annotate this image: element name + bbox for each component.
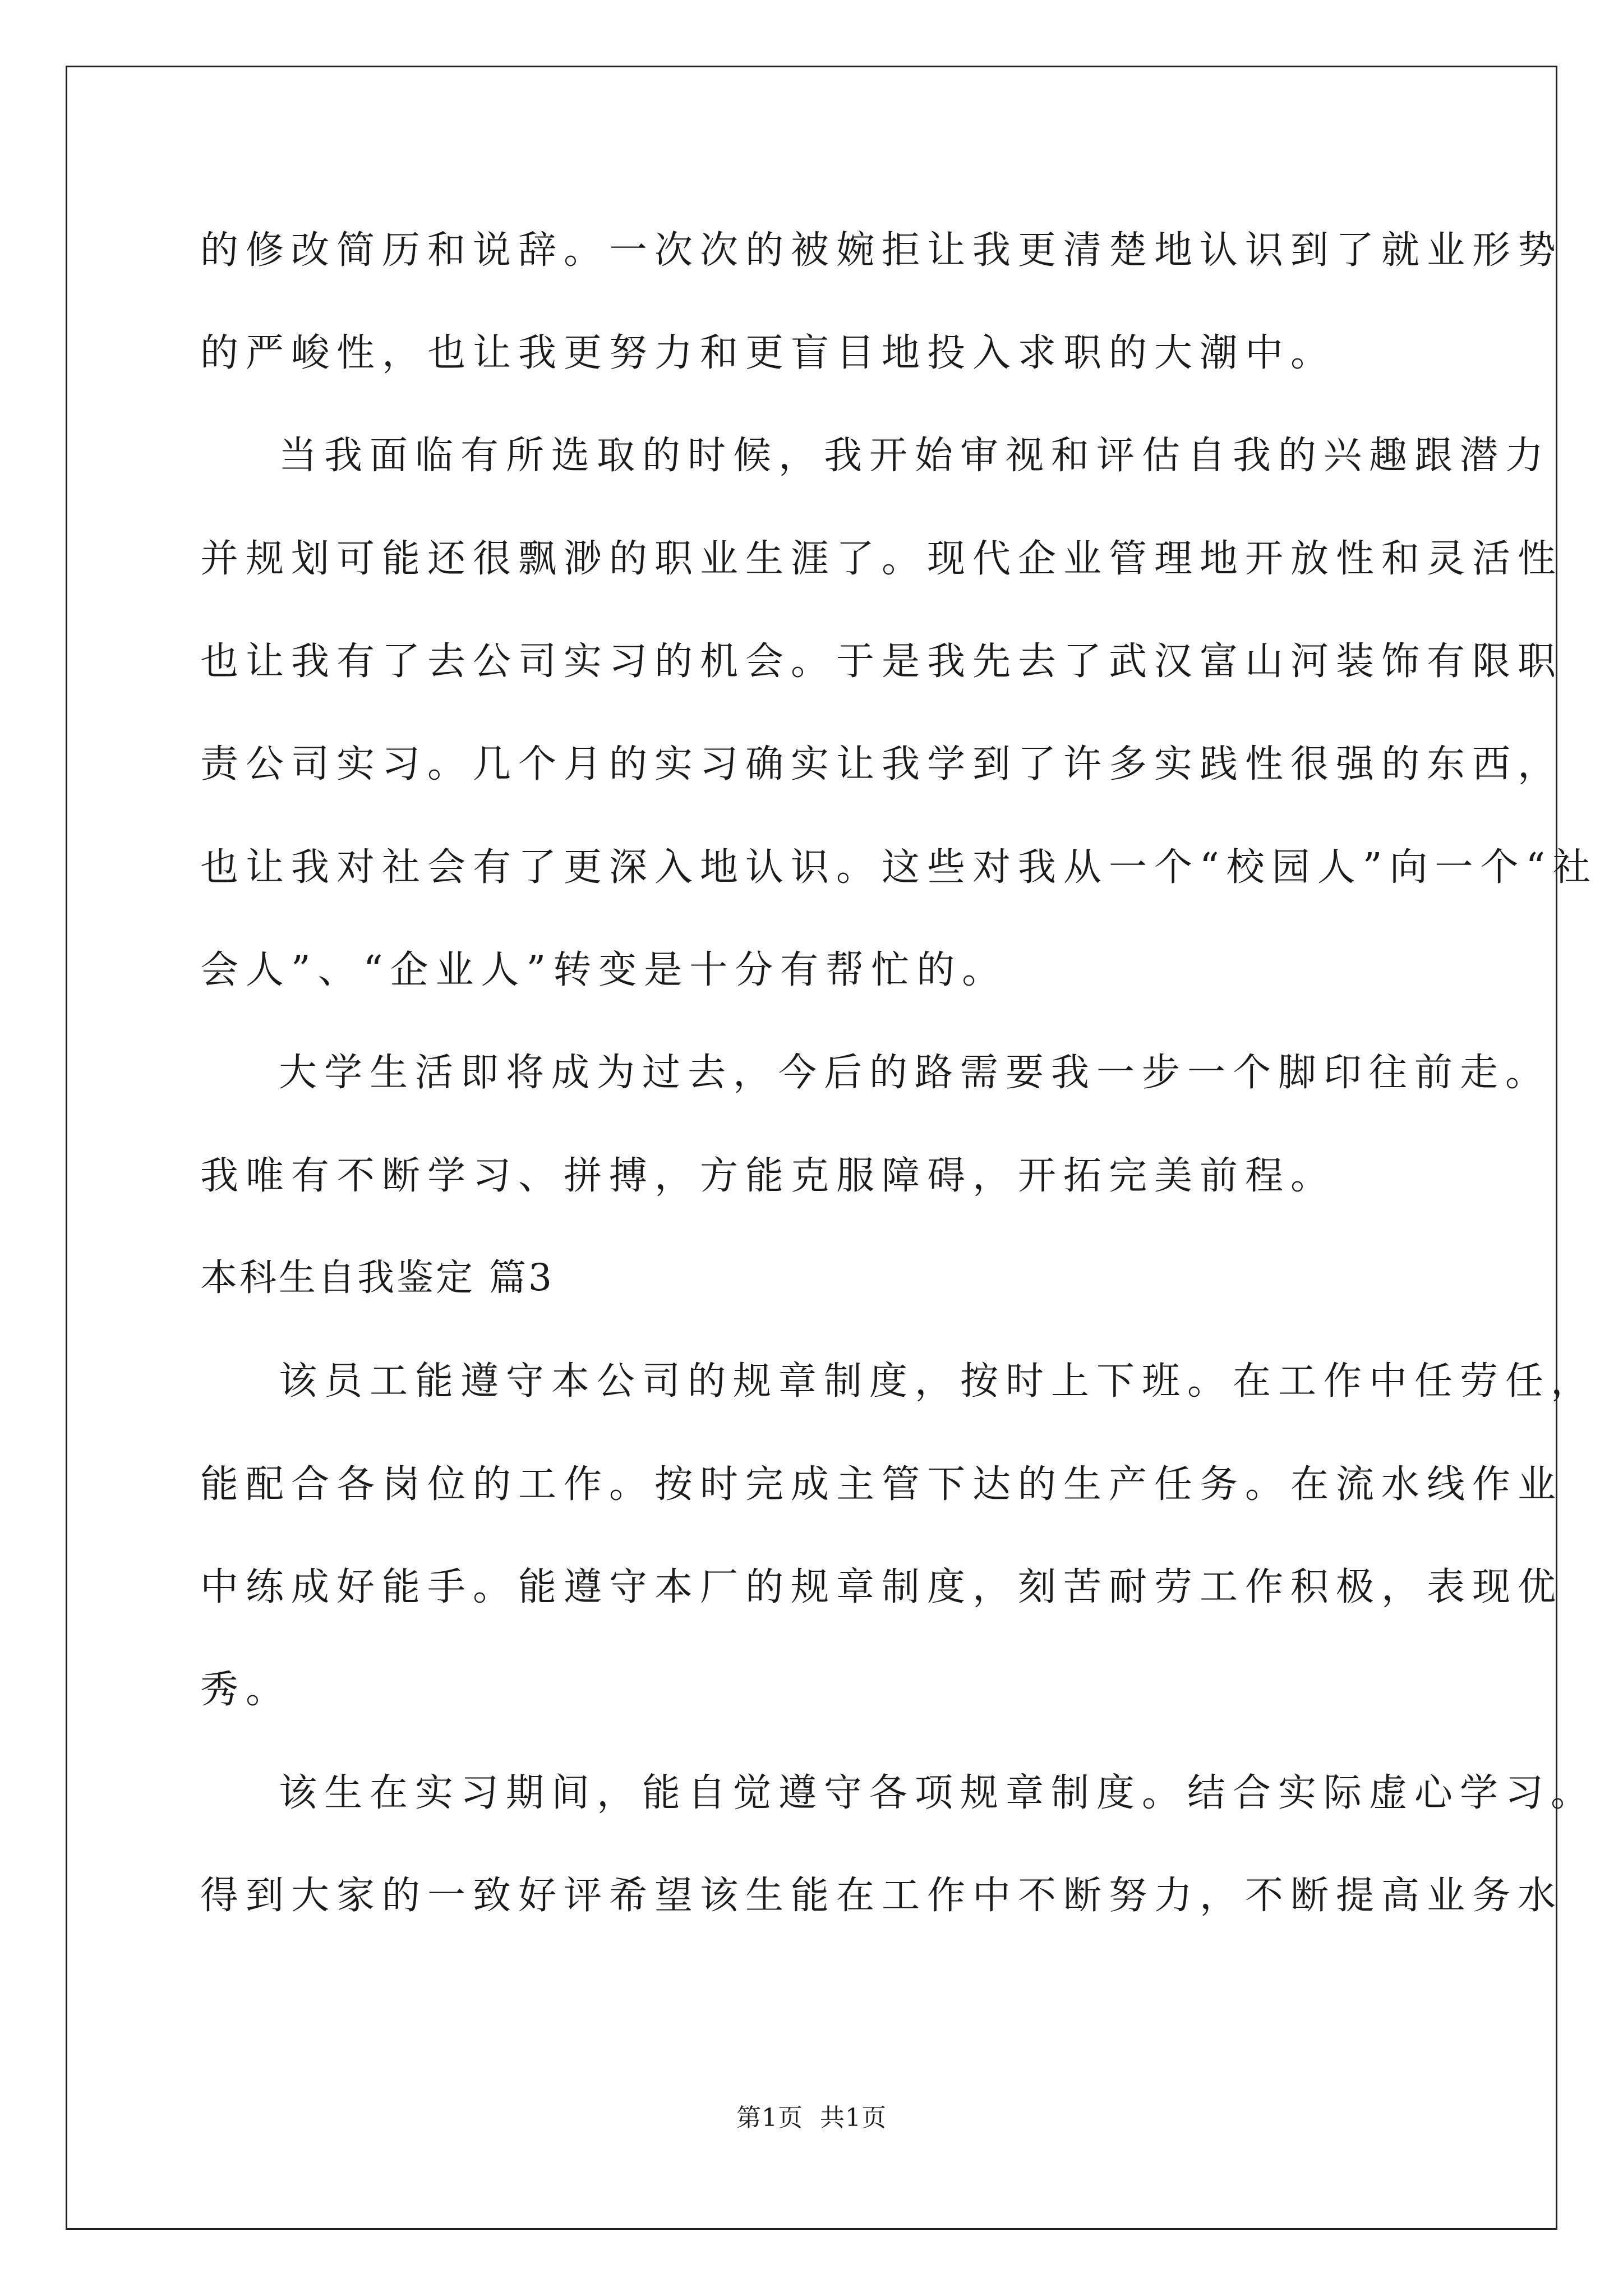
paragraph-line: 该员工能遵守本公司的规章制度，按时上下班。在工作中任劳任， (279, 1359, 1597, 1404)
page-footer: 第1页 共1页 (736, 2104, 887, 2132)
paragraph-line: 能配合各岗位的工作。按时完成主管下达的生产任务。在流水线作业 (200, 1462, 1564, 1507)
paragraph-line: 大学生活即将成为过去，今后的路需要我一步一个脚印往前走。 (279, 1051, 1551, 1095)
paragraph-line: 也让我对社会有了更深入地认识。这些对我从一个“校园人”向一个“社 (200, 845, 1598, 890)
paragraph-line: 会人”、“企业人”转变是十分有帮忙的。 (200, 948, 1008, 992)
paragraph-line: 该生在实习期间，能自觉遵守各项规章制度。结合实际虚心学习。 (279, 1771, 1597, 1815)
paragraph-line: 的严峻性，也让我更努力和更盲目地投入求职的大潮中。 (200, 331, 1336, 375)
paragraph-line: 我唯有不断学习、拼搏，方能克服障碍，开拓完美前程。 (200, 1154, 1336, 1198)
paragraph-line: 的修改简历和说辞。一次次的被婉拒让我更清楚地认识到了就业形势 (200, 228, 1564, 273)
paragraph-line: 并规划可能还很飘渺的职业生涯了。现代企业管理地开放性和灵活性 (200, 537, 1564, 581)
paragraph-line: 当我面临有所选取的时候，我开始审视和评估自我的兴趣跟潜力 (279, 434, 1551, 478)
paragraph-line: 得到大家的一致好评希望该生能在工作中不断努力，不断提高业务水 (200, 1874, 1564, 1918)
section-heading: 本科生自我鉴定 篇3 (200, 1256, 554, 1299)
paragraph-line: 秀。 (200, 1668, 292, 1712)
paragraph-line: 责公司实习。几个月的实习确实让我学到了许多实践性很强的东西， (200, 742, 1564, 786)
paragraph-line: 也让我有了去公司实习的机会。于是我先去了武汉富山河装饰有限职 (200, 639, 1564, 684)
paragraph-line: 中练成好能手。能遵守本厂的规章制度，刻苦耐劳工作积极，表现优 (200, 1565, 1564, 1609)
